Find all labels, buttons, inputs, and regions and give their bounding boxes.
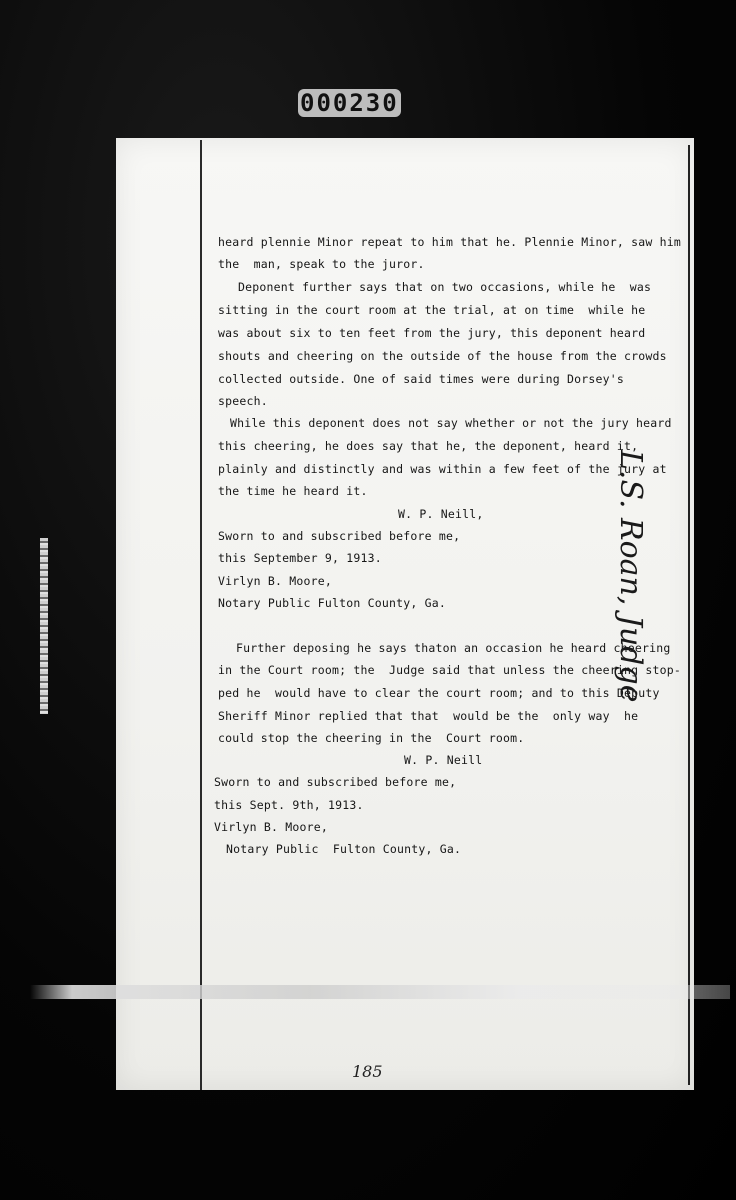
text-line-18: Further deposing he says thaton an occasion he heard cheering <box>236 641 671 655</box>
text-line-3: Deponent further says that on two occasions, while he was <box>238 280 652 294</box>
film-edge-strip <box>40 538 48 714</box>
right-margin-rule <box>688 145 690 1085</box>
signature-name-2: W. P. Neill <box>404 753 483 767</box>
signature-name-1: W. P. Neill, <box>398 507 484 521</box>
left-margin-rule <box>200 140 202 1090</box>
text-line-6: shouts and cheering on the outside of the house from the crowds <box>218 349 667 363</box>
text-line-8: speech. <box>218 394 268 408</box>
text-line-10: this cheering, he does say that he, the deponent, heard it, <box>218 439 639 453</box>
text-line-9: While this deponent does not say whether or not the jury heard <box>230 416 672 430</box>
text-line-11: plainly and distinctly and was within a few feet of the jury at <box>218 462 667 476</box>
text-line-20: ped he would have to clear the court room; and to this Deputy <box>218 686 660 700</box>
page-number: 185 <box>352 1062 383 1081</box>
text-line-5: was about six to ten feet from the jury, this deponent heard <box>218 326 646 340</box>
text-line-2: the man, speak to the juror. <box>218 257 425 271</box>
handwritten-judge-note: L.S. Roan, Judge <box>613 450 648 703</box>
sworn-line-2: Sworn to and subscribed before me, <box>214 775 457 789</box>
notary-title-1: Notary Public Fulton County, Ga. <box>218 596 446 610</box>
text-line-4: sitting in the court room at the trial, at on time while he <box>218 303 646 317</box>
date-line-1: this September 9, 1913. <box>218 551 382 565</box>
sworn-line-1: Sworn to and subscribed before me, <box>218 529 461 543</box>
notary-title-2: Notary Public Fulton County, Ga. <box>226 842 462 856</box>
scan-smudge <box>30 985 730 999</box>
stamp-number: 000230 <box>300 89 399 117</box>
notary-name-1: Virlyn B. Moore, <box>218 574 332 588</box>
text-line-21: Sheriff Minor replied that that would be the only way he <box>218 709 639 723</box>
text-line-7: collected outside. One of said times were during Dorsey's <box>218 372 625 386</box>
date-line-2: this Sept. 9th, 1913. <box>214 798 364 812</box>
notary-name-2: Virlyn B. Moore, <box>214 820 328 834</box>
text-line-1: heard plennie Minor repeat to him that he. Plennie Minor, saw him <box>218 235 682 249</box>
text-line-19: in the Court room; the Judge said that unless the cheering stop- <box>218 663 682 677</box>
text-line-12: the time he heard it. <box>218 484 368 498</box>
archive-stamp <box>298 86 448 120</box>
text-line-22: could stop the cheering in the Court room. <box>218 731 525 745</box>
